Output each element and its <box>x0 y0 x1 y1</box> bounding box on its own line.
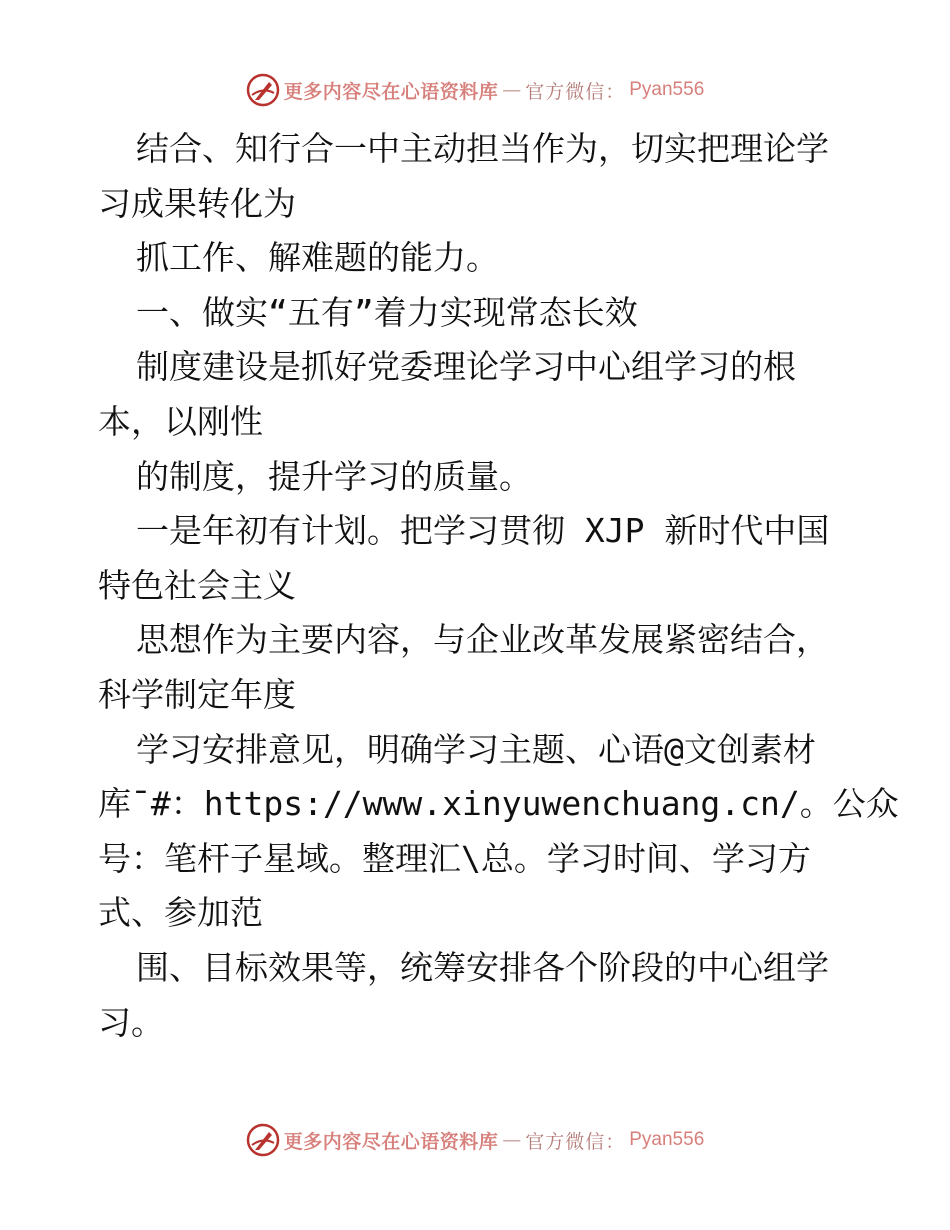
banner-separator: — <box>502 79 522 101</box>
text-line: 库¯#：https://www.xinyuwenchuang.cn/。公众 <box>98 784 899 824</box>
text-line: 式、参加范 <box>98 893 263 933</box>
official-wechat-label: 官方微信： <box>525 80 626 103</box>
text-line: 科学制定年度 <box>98 674 296 714</box>
text-line: 本，以刚性 <box>98 401 263 441</box>
text-line: 号：笔杆子星域。整理汇\总。学习时间、学习方 <box>98 838 811 878</box>
section-heading: 一、做实“五有”着力实现常态长效 <box>136 292 638 332</box>
header-banner-content <box>246 73 705 107</box>
text-line: 习成果转化为 <box>98 183 296 223</box>
header-banner <box>0 70 950 110</box>
site-promo-text: 更多内容尽在心语资料库 <box>283 80 499 103</box>
text-line: 制度建设是抓好党委理论学习中心组学习的根 <box>136 347 796 387</box>
quill-logo-icon <box>246 73 280 107</box>
text-line: 学习安排意见，明确学习主题、心语@文创素材 <box>136 729 816 769</box>
wechat-id: Pyan556 <box>629 1129 705 1150</box>
site-promo-text: 更多内容尽在心语资料库 <box>283 1130 499 1153</box>
official-wechat-label: 官方微信： <box>525 1130 626 1153</box>
document-body <box>98 122 899 1050</box>
footer-banner-content <box>246 1123 705 1157</box>
banner-separator: — <box>502 1129 522 1151</box>
text-line: 围、目标效果等，统筹安排各个阶段的中心组学 <box>136 947 829 987</box>
quill-logo-icon <box>246 1123 280 1157</box>
text-line: 思想作为主要内容，与企业改革发展紧密结合， <box>136 620 829 660</box>
footer-banner <box>0 1120 950 1160</box>
text-line: 习。 <box>98 1002 164 1042</box>
text-line: 结合、知行合一中主动担当作为，切实把理论学 <box>136 129 829 168</box>
text-line: 一是年初有计划。把学习贯彻 XJP 新时代中国 <box>136 511 830 551</box>
text-line: 特色社会主义 <box>98 565 296 605</box>
text-line: 的制度，提升学习的质量。 <box>136 456 532 496</box>
wechat-id: Pyan556 <box>629 79 705 100</box>
text-line: 抓工作、解难题的能力。 <box>136 238 499 278</box>
